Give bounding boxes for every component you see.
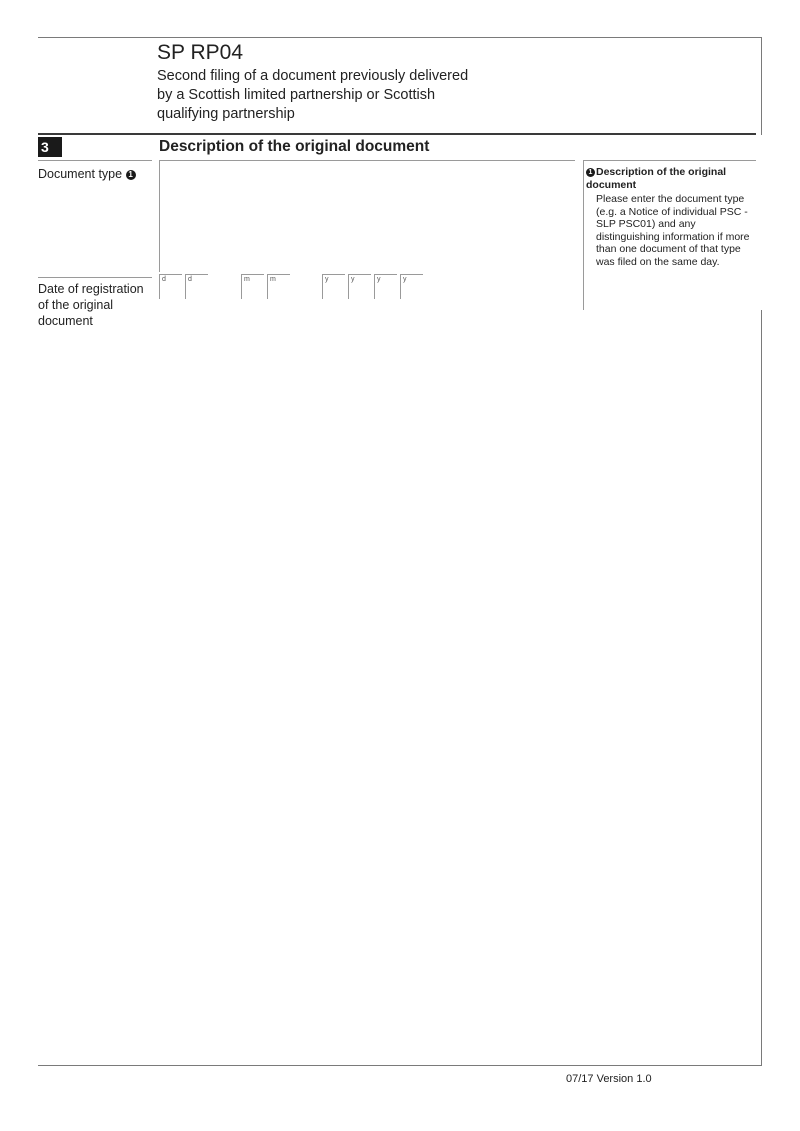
document-type-label: Document type xyxy=(38,167,123,181)
info-marker-icon: 1 xyxy=(126,170,136,180)
date-day-2-input[interactable]: d xyxy=(185,274,208,299)
date-year-2-input[interactable]: y xyxy=(348,274,371,299)
info-marker-icon: 1 xyxy=(586,168,595,177)
guidance-body: Please enter the document type (e.g. a Notice of individual PSC - SLP PSC01) and any distinguishing information if more than one document of that type was filed on the same day. xyxy=(596,193,750,268)
page-bottom-rule xyxy=(38,1065,762,1066)
date-month-2-input[interactable]: m xyxy=(267,274,290,299)
date-year-4-input[interactable]: y xyxy=(400,274,423,299)
page-right-rule-bottom xyxy=(761,310,762,1066)
date-of-registration-label: Date of registration of the original document xyxy=(38,282,144,328)
page-right-rule-top xyxy=(761,37,762,135)
date-label-rule xyxy=(38,277,152,278)
date-month-1-input[interactable]: m xyxy=(241,274,264,299)
form-code: SP RP04 xyxy=(157,41,243,64)
guidance-title: Description of the original document xyxy=(586,166,727,191)
document-type-rule xyxy=(38,160,152,161)
date-year-3-input[interactable]: y xyxy=(374,274,397,299)
document-type-label-group xyxy=(38,166,136,182)
date-day-1-input[interactable]: d xyxy=(159,274,182,299)
section-number: 3 xyxy=(38,137,62,157)
guidance-top-rule xyxy=(583,160,756,161)
guidance-heading xyxy=(586,166,758,192)
form-title: Second filing of a document previously delivered by a Scottish limited partnership or Scottish qualifying partnership xyxy=(157,68,469,122)
page-top-rule xyxy=(38,37,762,38)
document-type-input[interactable] xyxy=(159,160,575,272)
date-year-1-input[interactable]: y xyxy=(322,274,345,299)
footer-version: 07/17 Version 1.0 xyxy=(566,1073,652,1085)
section-divider xyxy=(38,133,756,135)
guidance-divider xyxy=(583,160,584,310)
section-title: Description of the original document xyxy=(159,138,430,155)
